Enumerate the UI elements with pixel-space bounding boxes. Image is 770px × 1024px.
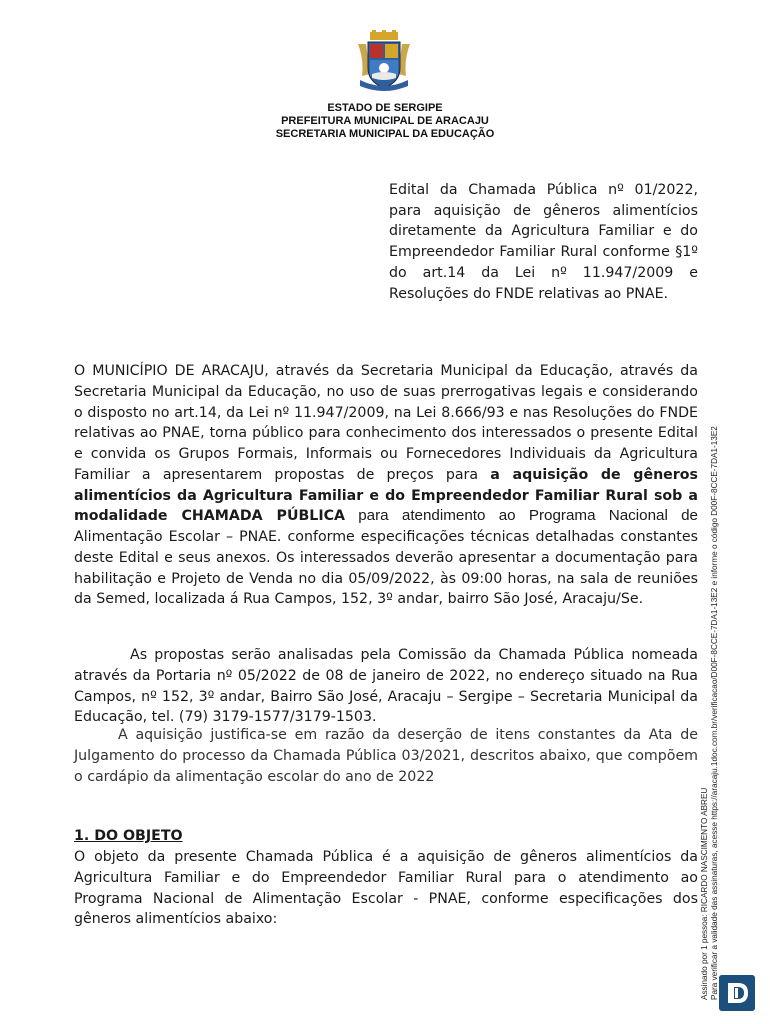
opening-program: para atendimento ao Programa Nacional de (344, 507, 698, 525)
opening-continuation: Alimentação Escolar – PNAE. conforme especificações técnicas detalhadas constantes deste Edital e seus anexos. Os interessados deverão apresentar a documentação para habilitação e Projeto de Venda no dia 05/09/2022, às 09:00 horas, na sala de reuniões da Semed, localizada á Rua Campos, 152, 3º andar, bairro São José, Aracaju/Se. (74, 529, 698, 608)
coat-of-arms-icon (356, 30, 412, 94)
document-header (0, 102, 770, 141)
header-state: ESTADO DE SERGIPE (327, 102, 443, 114)
signature-stamp-signer: Assinado por 1 pessoa: RICARDO NASCIMENTO ABREU (700, 787, 709, 1000)
opening-text: O MUNICÍPIO DE ARACAJU, através da Secretaria Municipal da Educação, através da Secretaria Municipal da Educação, no uso de suas prerrogativas legais e considerando o disposto no art.14, da Lei nº 11.947/2009, na Lei 8.666/93 e nas Resoluções do FNDE relativas ao PNAE, torna público para conhecimento dos interessados o presente Edital e convida os Grupos Formais, Informais ou Fornecedores Individuais da Agricultura Familiar a apresentarem propostas de preços para (74, 363, 698, 483)
commission-paragraph: As propostas serão analisadas pela Comissão da Chamada Pública nomeada através da Portaria nº 05/2022 de 08 de janeiro de 2022, no endereço situado na Rua Campos, nº 152, 3º andar, Bairro São José, Aracaju – Sergipe – Secretaria Municipal da Educação, tel. (79) 3179-1577/3179-1503. (74, 647, 698, 726)
opening-paragraph (74, 361, 698, 610)
section-objeto-text: O objeto da presente Chamada Pública é a aquisição de gêneros alimentícios da Agricultura Familiar e do Empreendedor Familiar Rural para o atendimento ao Programa Nacional de Alimentação Escolar - PNAE, conforme especificações dos gêneros alimentícios abaixo: (74, 849, 698, 928)
header-secretariat: SECRETARIA MUNICIPAL DA EDUCAÇÃO (275, 128, 495, 140)
section-title-objeto: 1. DO OBJETO (74, 828, 183, 844)
1doc-logo-icon (719, 975, 755, 1011)
justification-paragraph: A aquisição justifica-se em razão da deserção de itens constantes da Ata de Julgamento do processo da Chamada Pública 03/2021, descritos abaixo, que compõem o cardápio da alimentação escolar do ano de 2022 (74, 727, 698, 785)
header-prefecture: PREFEITURA MUNICIPAL DE ARACAJU (281, 115, 489, 127)
opening-bold-object: a aquisição de gêneros alimentícios da Agricultura Familiar e do Empreendedor Familiar Rural sob a modalidade CHAMADA PÚBLICA (74, 466, 698, 525)
edital-ementa: Edital da Chamada Pública nº 01/2022, para aquisição de gêneros alimentícios diretamente da Agricultura Familiar e do Empreendedor Familiar Rural conforme §1º do art.14 da Lei nº 11.947/2009 e Resoluções do FNDE relativas ao PNAE. (389, 182, 698, 302)
signature-stamp-verification: Para verificar a validade das assinaturas, acesse https://aracaju.1doc.com.br/verificacao/D00F-8CCE-7DA1-13E2 e informe o código D00F-8CCE-7DA1-13E2 (710, 426, 719, 1000)
